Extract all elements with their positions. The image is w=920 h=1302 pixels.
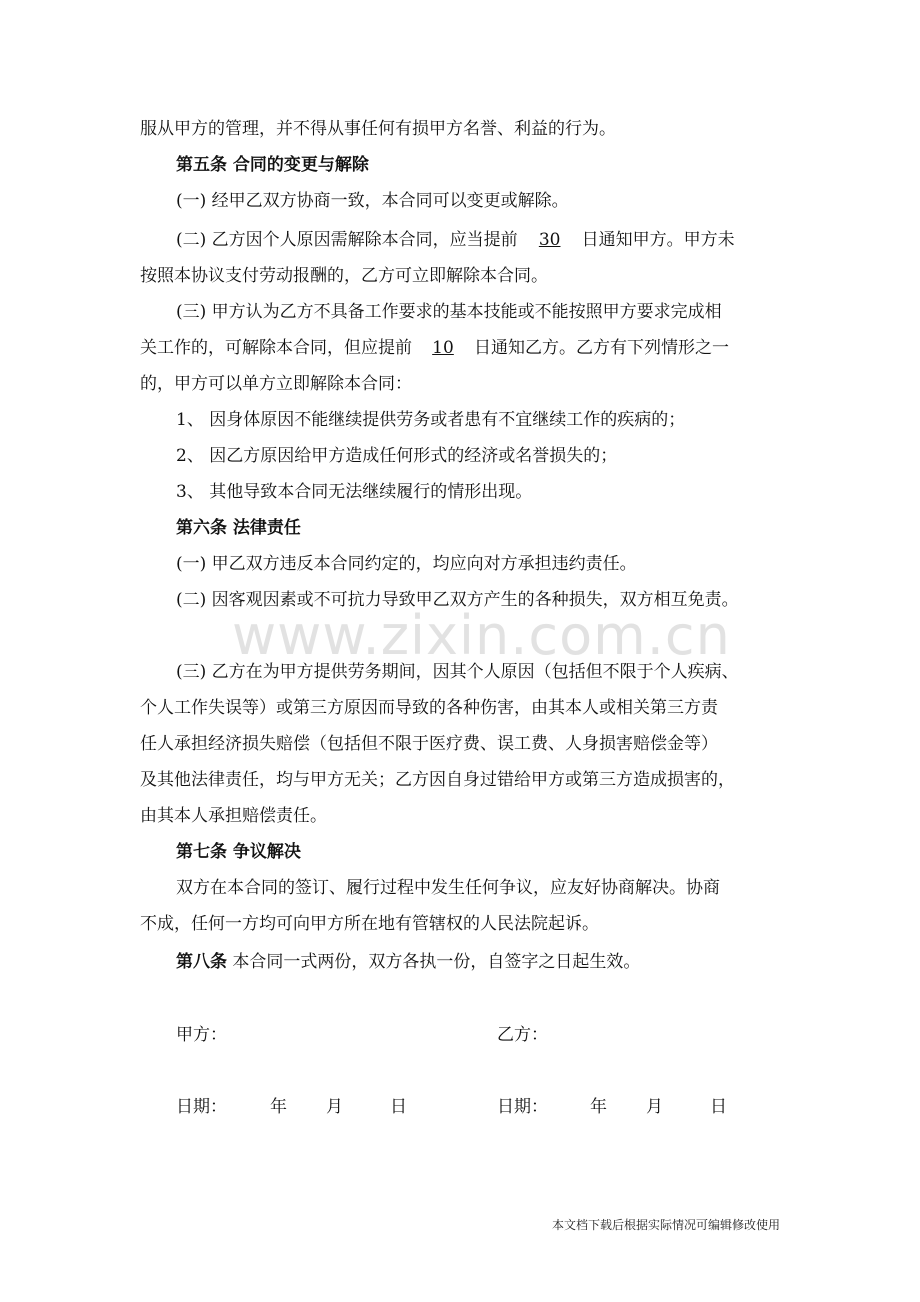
section-8-label: 第八条 — [176, 952, 227, 972]
clause-text: (二) 乙方因个人原因需解除本合同，应当提前 — [176, 230, 518, 250]
month-label-a: 月 — [326, 1097, 343, 1117]
section-8-text: 本合同一式两份，双方各执一份，自签字之日起生效。 — [227, 952, 641, 972]
notice-days-blank: 30 — [538, 230, 561, 250]
section-5-clause-2-cont: 按照本协议支付劳动报酬的，乙方可立即解除本合同。 — [140, 266, 548, 286]
clause-text: 关工作的，可解除本合同，但应提前 — [140, 338, 412, 358]
year-label-b: 年 — [590, 1097, 607, 1117]
footer-note: 本文档下载后根据实际情况可编辑修改使用 — [551, 1218, 780, 1232]
section-6-clause-3-cont: 及其他法律责任，均与甲方无关；乙方因自身过错给甲方或第三方造成损害的， — [140, 770, 735, 790]
month-label-b: 月 — [646, 1097, 663, 1117]
date-label-b: 日期： — [497, 1097, 548, 1117]
clause-text: 日通知乙方。乙方有下列情形之一 — [474, 338, 729, 358]
section-7-title: 第七条 争议解决 — [176, 842, 301, 862]
year-label-a: 年 — [270, 1097, 287, 1117]
section-6-clause-3-cont: 由其本人承担赔偿责任。 — [140, 806, 327, 826]
section-7-text-cont: 不成，任何一方均可向甲方所在地有管辖权的人民法院起诉。 — [140, 914, 599, 934]
section-6-title: 第六条 法律责任 — [176, 518, 301, 538]
list-item: 3、 其他导致本合同无法继续履行的情形出现。 — [176, 482, 533, 502]
party-b-label: 乙方： — [497, 1025, 548, 1045]
section-5-clause-1: (一) 经甲乙双方协商一致，本合同可以变更或解除。 — [176, 191, 569, 211]
section-8 — [176, 951, 640, 973]
list-item: 1、 因身体原因不能继续提供劳务或者患有不宜继续工作的疾病的； — [176, 410, 686, 430]
section-5-clause-3-cont: 的，甲方可以单方立即解除本合同： — [140, 374, 412, 394]
section-5-clause-2 — [176, 229, 735, 251]
clause-text: 日通知甲方。甲方未 — [581, 230, 735, 250]
date-label-a: 日期： — [176, 1097, 227, 1117]
section-5-title: 第五条 合同的变更与解除 — [176, 155, 369, 175]
day-label-b: 日 — [710, 1097, 727, 1117]
party-a-label: 甲方： — [176, 1025, 227, 1045]
section-6-clause-3-cont: 个人工作失误等）或第三方原因而导致的各种伤害，由其本人或相关第三方责 — [140, 698, 718, 718]
section-6-clause-1: (一) 甲乙双方违反本合同约定的，均应向对方承担违约责任。 — [176, 554, 637, 574]
notice-days-blank: 10 — [432, 338, 454, 358]
watermark: www.zixin.com.cn — [232, 604, 731, 667]
section-6-clause-3-cont: 任人承担经济损失赔偿（包括但不限于医疗费、误工费、人身损害赔偿金等） — [140, 734, 718, 754]
section-5-clause-3: (三) 甲方认为乙方不具备工作要求的基本技能或不能按照甲方要求完成相 — [176, 302, 722, 322]
paragraph-line: 服从甲方的管理，并不得从事任何有损甲方名誉、利益的行为。 — [140, 119, 616, 139]
section-6-clause-3: (三) 乙方在为甲方提供劳务期间，因其个人原因（包括但不限于个人疾病、 — [176, 662, 739, 682]
section-7-text: 双方在本合同的签订、履行过程中发生任何争议，应友好协商解决。协商 — [176, 878, 720, 898]
list-item: 2、 因乙方原因给甲方造成任何形式的经济或名誉损失的； — [176, 446, 618, 466]
day-label-a: 日 — [390, 1097, 407, 1117]
section-5-clause-3-cont — [140, 337, 729, 359]
section-6-clause-2: (二) 因客观因素或不可抗力导致甲乙双方产生的各种损失，双方相互免责。 — [176, 590, 739, 610]
